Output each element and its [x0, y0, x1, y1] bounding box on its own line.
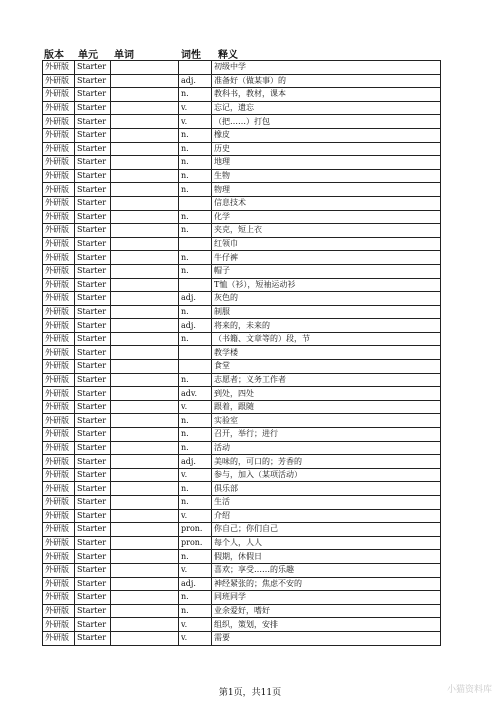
watermark: 小猫资料库: [446, 685, 492, 695]
meaning-cell: （书籍、文章等的）段，节: [212, 332, 441, 346]
edition-cell: 外研版: [43, 264, 75, 278]
unit-cell: Starter: [75, 319, 111, 333]
edition-cell: 外研版: [43, 360, 75, 374]
pos-cell: n.: [179, 224, 212, 238]
edition-cell: 外研版: [43, 563, 75, 577]
pos-cell: n.: [179, 142, 212, 156]
table-row: [43, 591, 441, 605]
word-cell: [111, 523, 179, 537]
word-cell: [111, 210, 179, 224]
unit-cell: Starter: [75, 156, 111, 170]
unit-cell: Starter: [75, 61, 111, 75]
meaning-cell: 教学楼: [212, 346, 441, 360]
pos-cell: n.: [179, 264, 212, 278]
table-row: [43, 210, 441, 224]
unit-cell: Starter: [75, 441, 111, 455]
word-cell: [111, 278, 179, 292]
unit-cell: Starter: [75, 591, 111, 605]
table-row: [43, 292, 441, 306]
word-cell: [111, 169, 179, 183]
pos-cell: v.: [179, 563, 212, 577]
pos-cell: [179, 346, 212, 360]
word-cell: [111, 74, 179, 88]
edition-cell: 外研版: [43, 183, 75, 197]
pos-cell: n.: [179, 183, 212, 197]
meaning-cell: 初级中学: [212, 61, 441, 75]
meaning-cell: 地理: [212, 156, 441, 170]
unit-cell: Starter: [75, 428, 111, 442]
edition-cell: 外研版: [43, 115, 75, 129]
table-row: [43, 237, 441, 251]
unit-cell: Starter: [75, 618, 111, 632]
table-row: [43, 115, 441, 129]
pos-cell: n.: [179, 305, 212, 319]
meaning-cell: 红领巾: [212, 237, 441, 251]
table-row: [43, 550, 441, 564]
unit-cell: Starter: [75, 332, 111, 346]
page-footer: 第1页，共11页: [218, 688, 282, 698]
word-cell: [111, 346, 179, 360]
pos-cell: n.: [179, 128, 212, 142]
edition-cell: 外研版: [43, 332, 75, 346]
table-row: [43, 169, 441, 183]
edition-cell: 外研版: [43, 387, 75, 401]
edition-cell: 外研版: [43, 169, 75, 183]
meaning-cell: 教科书，教材，课本: [212, 88, 441, 102]
pos-cell: n.: [179, 441, 212, 455]
meaning-cell: 牛仔裤: [212, 251, 441, 265]
word-cell: [111, 264, 179, 278]
edition-cell: 外研版: [43, 468, 75, 482]
meaning-cell: 喜欢；享受……的乐趣: [212, 563, 441, 577]
unit-cell: Starter: [75, 563, 111, 577]
word-cell: [111, 631, 179, 645]
pos-cell: v.: [179, 115, 212, 129]
unit-cell: Starter: [75, 631, 111, 645]
word-cell: [111, 387, 179, 401]
word-cell: [111, 237, 179, 251]
edition-cell: 外研版: [43, 346, 75, 360]
meaning-cell: 跟着，跟随: [212, 400, 441, 414]
unit-cell: Starter: [75, 523, 111, 537]
pos-cell: n.: [179, 373, 212, 387]
pos-cell: n.: [179, 88, 212, 102]
edition-cell: 外研版: [43, 523, 75, 537]
pos-cell: [179, 278, 212, 292]
unit-cell: Starter: [75, 509, 111, 523]
pos-cell: v.: [179, 618, 212, 632]
pos-cell: adj.: [179, 74, 212, 88]
pos-cell: v.: [179, 468, 212, 482]
meaning-cell: 信息技术: [212, 196, 441, 210]
edition-cell: 外研版: [43, 88, 75, 102]
edition-cell: 外研版: [43, 455, 75, 469]
edition-cell: 外研版: [43, 61, 75, 75]
edition-cell: 外研版: [43, 292, 75, 306]
meaning-cell: 化学: [212, 210, 441, 224]
word-cell: [111, 251, 179, 265]
meaning-cell: 将来的，未来的: [212, 319, 441, 333]
edition-cell: 外研版: [43, 550, 75, 564]
unit-cell: Starter: [75, 128, 111, 142]
unit-cell: Starter: [75, 169, 111, 183]
edition-cell: 外研版: [43, 128, 75, 142]
meaning-cell: （把……）打包: [212, 115, 441, 129]
edition-cell: 外研版: [43, 196, 75, 210]
word-cell: [111, 482, 179, 496]
pos-cell: n.: [179, 156, 212, 170]
pos-cell: [179, 61, 212, 75]
word-cell: [111, 319, 179, 333]
meaning-cell: 物理: [212, 183, 441, 197]
pos-cell: pron.: [179, 536, 212, 550]
table-row: [43, 156, 441, 170]
table-row: [43, 400, 441, 414]
edition-cell: 外研版: [43, 482, 75, 496]
meaning-cell: 业余爱好，嗜好: [212, 604, 441, 618]
vocab-table: [42, 60, 441, 646]
meaning-cell: 活动: [212, 441, 441, 455]
edition-cell: 外研版: [43, 237, 75, 251]
unit-cell: Starter: [75, 251, 111, 265]
meaning-cell: 历史: [212, 142, 441, 156]
edition-cell: 外研版: [43, 631, 75, 645]
word-cell: [111, 428, 179, 442]
edition-cell: 外研版: [43, 400, 75, 414]
pos-cell: n.: [179, 496, 212, 510]
pos-cell: n.: [179, 428, 212, 442]
table-row: [43, 360, 441, 374]
table-row: [43, 414, 441, 428]
word-cell: [111, 441, 179, 455]
word-cell: [111, 196, 179, 210]
unit-cell: Starter: [75, 577, 111, 591]
header-word: 单词: [114, 50, 134, 61]
table-row: [43, 631, 441, 645]
pos-cell: n.: [179, 482, 212, 496]
meaning-cell: 每个人，人人: [212, 536, 441, 550]
pos-cell: v.: [179, 400, 212, 414]
word-cell: [111, 550, 179, 564]
table-row: [43, 196, 441, 210]
pos-cell: adj.: [179, 319, 212, 333]
edition-cell: 外研版: [43, 604, 75, 618]
unit-cell: Starter: [75, 604, 111, 618]
table-row: [43, 387, 441, 401]
pos-cell: n.: [179, 604, 212, 618]
unit-cell: Starter: [75, 278, 111, 292]
table-row: [43, 88, 441, 102]
table-header: [42, 46, 442, 60]
unit-cell: Starter: [75, 496, 111, 510]
edition-cell: 外研版: [43, 251, 75, 265]
unit-cell: Starter: [75, 142, 111, 156]
word-cell: [111, 468, 179, 482]
edition-cell: 外研版: [43, 142, 75, 156]
table-row: [43, 577, 441, 591]
meaning-cell: 生活: [212, 496, 441, 510]
meaning-cell: 组织，策划，安排: [212, 618, 441, 632]
word-cell: [111, 61, 179, 75]
word-cell: [111, 591, 179, 605]
table-row: [43, 496, 441, 510]
pos-cell: adj.: [179, 455, 212, 469]
meaning-cell: 俱乐部: [212, 482, 441, 496]
pos-cell: [179, 237, 212, 251]
header-unit: 单元: [78, 50, 98, 61]
pos-cell: [179, 360, 212, 374]
word-cell: [111, 292, 179, 306]
edition-cell: 外研版: [43, 305, 75, 319]
table-row: [43, 183, 441, 197]
meaning-cell: 美味的，可口的；芳香的: [212, 455, 441, 469]
unit-cell: Starter: [75, 101, 111, 115]
meaning-cell: 灰色的: [212, 292, 441, 306]
unit-cell: Starter: [75, 360, 111, 374]
pos-cell: n.: [179, 414, 212, 428]
table-row: [43, 455, 441, 469]
header-pos: 词性: [181, 50, 201, 61]
word-cell: [111, 183, 179, 197]
unit-cell: Starter: [75, 183, 111, 197]
table-row: [43, 101, 441, 115]
pos-cell: adj.: [179, 292, 212, 306]
unit-cell: Starter: [75, 536, 111, 550]
word-cell: [111, 536, 179, 550]
table-row: [43, 373, 441, 387]
meaning-cell: 制服: [212, 305, 441, 319]
word-cell: [111, 604, 179, 618]
edition-cell: 外研版: [43, 156, 75, 170]
edition-cell: 外研版: [43, 441, 75, 455]
meaning-cell: 志愿者；义务工作者: [212, 373, 441, 387]
pos-cell: adv.: [179, 387, 212, 401]
word-cell: [111, 88, 179, 102]
table-row: [43, 536, 441, 550]
word-cell: [111, 577, 179, 591]
table-row: [43, 278, 441, 292]
unit-cell: Starter: [75, 74, 111, 88]
pos-cell: n.: [179, 591, 212, 605]
table-row: [43, 264, 441, 278]
edition-cell: 外研版: [43, 509, 75, 523]
edition-cell: 外研版: [43, 74, 75, 88]
meaning-cell: 假期，休假日: [212, 550, 441, 564]
word-cell: [111, 563, 179, 577]
meaning-cell: 橡皮: [212, 128, 441, 142]
meaning-cell: 帽子: [212, 264, 441, 278]
meaning-cell: 参与，加入（某项活动）: [212, 468, 441, 482]
table-row: [43, 482, 441, 496]
unit-cell: Starter: [75, 264, 111, 278]
pos-cell: v.: [179, 509, 212, 523]
word-cell: [111, 156, 179, 170]
meaning-cell: 介绍: [212, 509, 441, 523]
unit-cell: Starter: [75, 414, 111, 428]
edition-cell: 外研版: [43, 414, 75, 428]
table-row: [43, 509, 441, 523]
edition-cell: 外研版: [43, 210, 75, 224]
word-cell: [111, 332, 179, 346]
table-row: [43, 319, 441, 333]
unit-cell: Starter: [75, 387, 111, 401]
table-row: [43, 251, 441, 265]
meaning-cell: 需要: [212, 631, 441, 645]
edition-cell: 外研版: [43, 577, 75, 591]
edition-cell: 外研版: [43, 373, 75, 387]
word-cell: [111, 618, 179, 632]
meaning-cell: T恤（衫），短袖运动衫: [212, 278, 441, 292]
word-cell: [111, 414, 179, 428]
unit-cell: Starter: [75, 115, 111, 129]
unit-cell: Starter: [75, 455, 111, 469]
unit-cell: Starter: [75, 224, 111, 238]
pos-cell: n.: [179, 332, 212, 346]
word-cell: [111, 224, 179, 238]
pos-cell: adj.: [179, 577, 212, 591]
edition-cell: 外研版: [43, 536, 75, 550]
meaning-cell: 神经紧张的；焦虑不安的: [212, 577, 441, 591]
meaning-cell: 到处，四处: [212, 387, 441, 401]
pos-cell: n.: [179, 251, 212, 265]
pos-cell: [179, 196, 212, 210]
unit-cell: Starter: [75, 196, 111, 210]
table-row: [43, 224, 441, 238]
word-cell: [111, 142, 179, 156]
word-cell: [111, 400, 179, 414]
vocab-table-body: [43, 61, 441, 646]
unit-cell: Starter: [75, 373, 111, 387]
table-row: [43, 305, 441, 319]
unit-cell: Starter: [75, 550, 111, 564]
unit-cell: Starter: [75, 305, 111, 319]
word-cell: [111, 305, 179, 319]
table-row: [43, 428, 441, 442]
word-cell: [111, 360, 179, 374]
meaning-cell: 夹克，短上衣: [212, 224, 441, 238]
table-row: [43, 604, 441, 618]
pos-cell: pron.: [179, 523, 212, 537]
meaning-cell: 实验室: [212, 414, 441, 428]
edition-cell: 外研版: [43, 319, 75, 333]
edition-cell: 外研版: [43, 618, 75, 632]
table-row: [43, 346, 441, 360]
table-row: [43, 142, 441, 156]
word-cell: [111, 115, 179, 129]
table-row: [43, 441, 441, 455]
table-row: [43, 61, 441, 75]
meaning-cell: 你自己；你们自己: [212, 523, 441, 537]
edition-cell: 外研版: [43, 101, 75, 115]
table-row: [43, 618, 441, 632]
table-row: [43, 74, 441, 88]
meaning-cell: 生物: [212, 169, 441, 183]
table-row: [43, 332, 441, 346]
meaning-cell: 食堂: [212, 360, 441, 374]
unit-cell: Starter: [75, 400, 111, 414]
unit-cell: Starter: [75, 346, 111, 360]
edition-cell: 外研版: [43, 591, 75, 605]
word-cell: [111, 496, 179, 510]
meaning-cell: 召开，举行；进行: [212, 428, 441, 442]
pos-cell: n.: [179, 550, 212, 564]
pos-cell: v.: [179, 101, 212, 115]
meaning-cell: 准备好（做某事）的: [212, 74, 441, 88]
pos-cell: n.: [179, 210, 212, 224]
word-cell: [111, 128, 179, 142]
unit-cell: Starter: [75, 88, 111, 102]
edition-cell: 外研版: [43, 224, 75, 238]
edition-cell: 外研版: [43, 428, 75, 442]
table-row: [43, 128, 441, 142]
unit-cell: Starter: [75, 210, 111, 224]
meaning-cell: 同班同学: [212, 591, 441, 605]
word-cell: [111, 373, 179, 387]
unit-cell: Starter: [75, 482, 111, 496]
header-meaning: 释义: [218, 50, 238, 61]
word-cell: [111, 509, 179, 523]
word-cell: [111, 101, 179, 115]
meaning-cell: 忘记，遗忘: [212, 101, 441, 115]
header-edition: 版本: [44, 50, 64, 61]
table-row: [43, 523, 441, 537]
edition-cell: 外研版: [43, 278, 75, 292]
pos-cell: n.: [179, 169, 212, 183]
unit-cell: Starter: [75, 292, 111, 306]
unit-cell: Starter: [75, 468, 111, 482]
word-cell: [111, 455, 179, 469]
table-row: [43, 468, 441, 482]
pos-cell: v.: [179, 631, 212, 645]
table-row: [43, 563, 441, 577]
edition-cell: 外研版: [43, 496, 75, 510]
unit-cell: Starter: [75, 237, 111, 251]
